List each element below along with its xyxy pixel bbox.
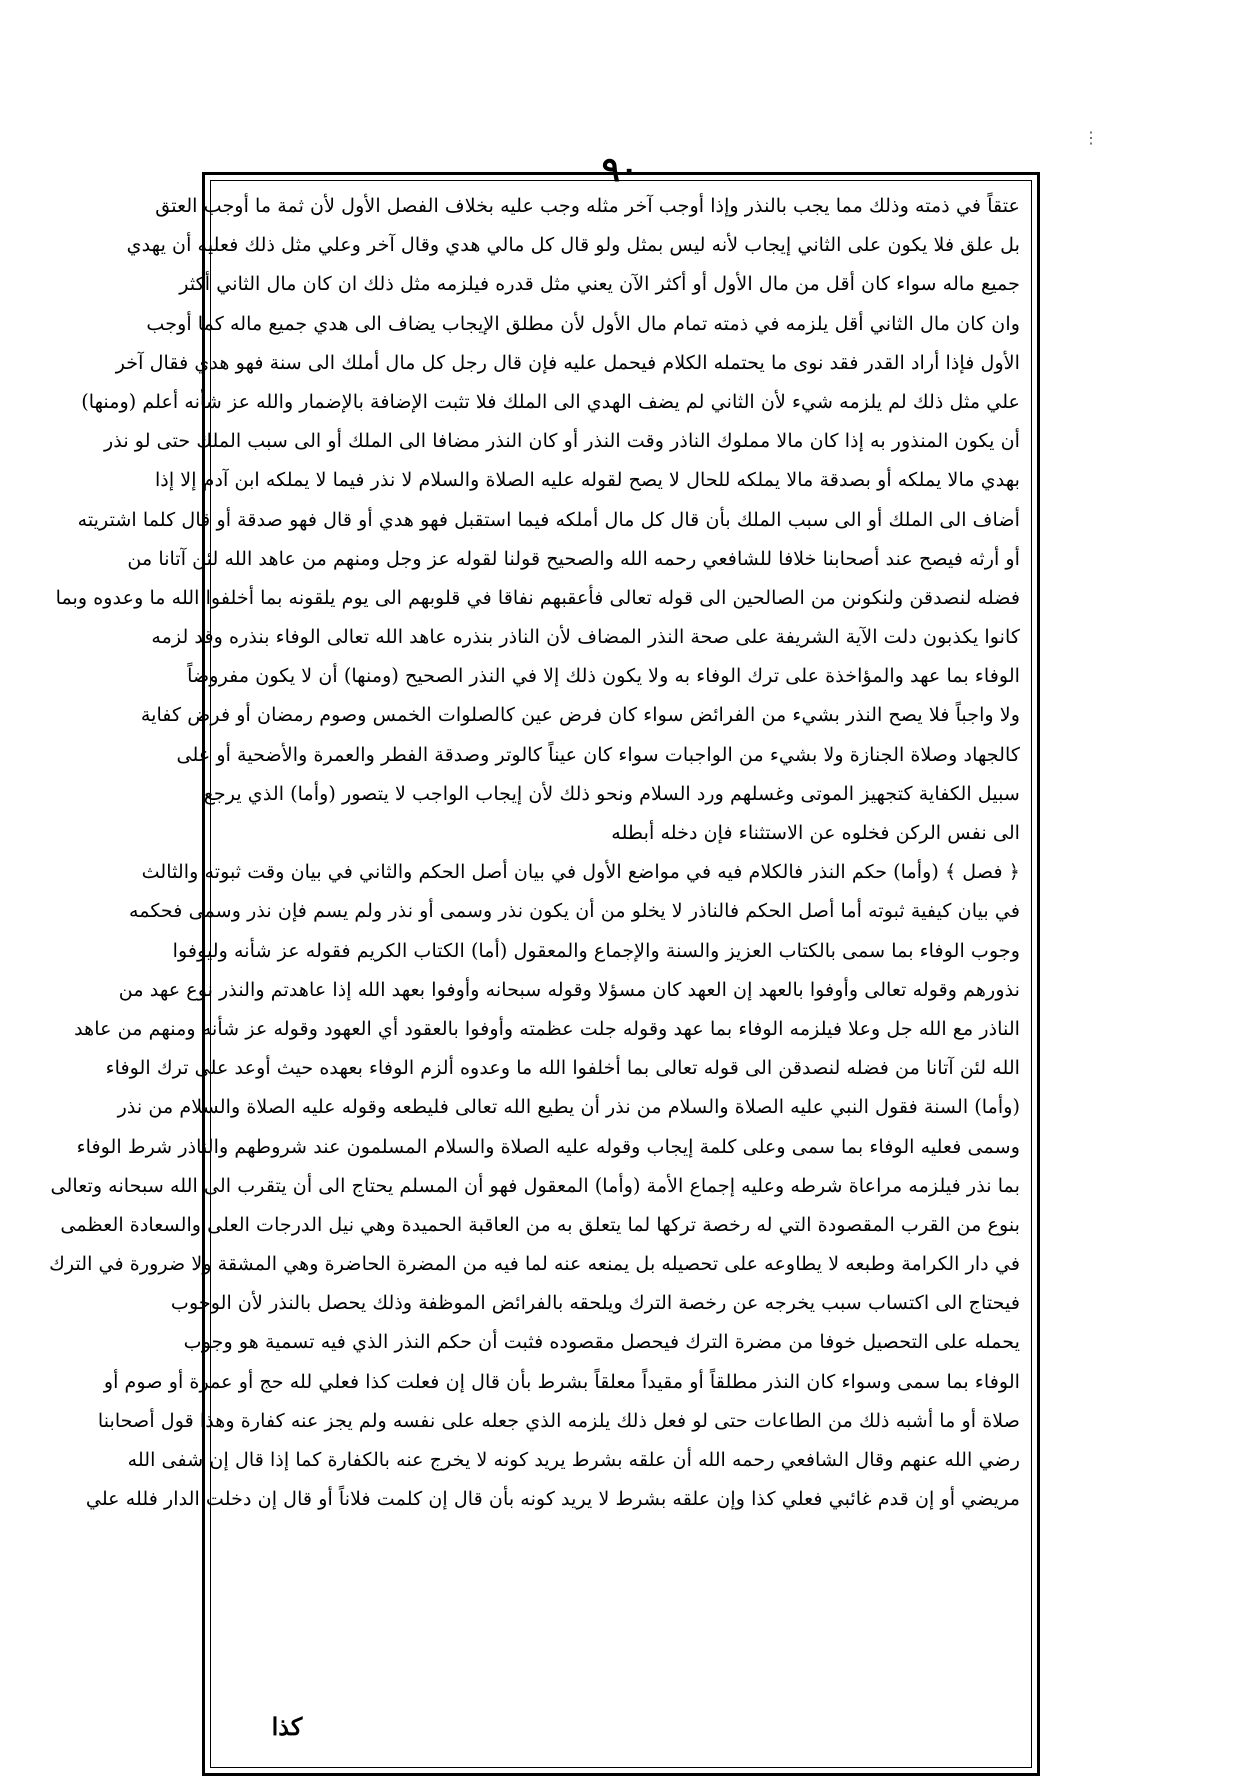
margin-mark: ⋮ [1083,128,1099,147]
text-line: بل علق فلا يكون على الثاني إيجاب لأنه ليس بمثل ولو قال كل مالي هدي وقال آخر وعلي مثل ذلك فعليه أن يهدي [126,233,1020,257]
text-line: في دار الكرامة وطبعه لا يطاوعه على تحصيله بل يمنعه عنه لما فيه من المضرة الحاضرة وهي المشقة ولا ضرورة في الترك [49,1252,1020,1276]
text-block [49,186,1020,1756]
text-line: نذورهم وقوله تعالى وأوفوا بالعهد إن العهد كان مسؤلا وقوله سبحانه وأوفوا بعهد الله إذا عاهدتم والنذر نوع عهد من [118,977,1020,1001]
text-line: بما نذر فيلزمه مراعاة شرطه وعليه إجماع الأمة (وأما) المعقول فهو أن المسلم يحتاج الى أن يتقرب الى الله سبحانه وتعالى [50,1173,1020,1197]
text-line: (وأما) السنة فقول النبي عليه الصلاة والسلام من نذر أن يطيع الله تعالى فليطعه وقوله عليه الصلاة والسلام من نذر [117,1095,1020,1119]
text-line: بنوع من القرب المقصودة التي له رخصة تركها لما يتعلق به من العاقبة الحميدة وهي نيل الدرجات العلى والسعادة العظمى [60,1212,1020,1236]
text-line: أضاف الى الملك أو الى سبب الملك بأن قال كل مال أملكه فيما استقبل فهو هدي أو قال فهو صدقة أو قال كلما اشتريته [77,507,1020,531]
text-line: سبيل الكفاية كتجهيز الموتى وغسلهم ورد السلام ونحو ذلك لأن إيجاب الواجب لا يتصور (وأما) الذي يرجع [203,781,1020,805]
text-line: ولا واجباً فلا يصح النذر بشيء من الفرائض سواء كان فرض عين كالصلوات الخمس وصوم رمضان أو فرض كفاية [140,703,1020,727]
text-line: في بيان كيفية ثبوته أما أصل الحكم فالناذر لا يخلو من أن يكون نذر وسمى أو نذر ولم يسم فإن نذر وسمى فحكمه [128,899,1020,923]
text-line: فضله لنصدقن ولنكونن من الصالحين الى قوله تعالى فأعقبهم نفاقا في قلوبهم الى يوم يلقونه بما أخلفوا الله ما وعدوه وبما [55,585,1020,609]
text-line: مريضي أو إن قدم غائبي فعلي كذا وإن علقه بشرط لا يريد كونه بأن قال إن كلمت فلاناً أو قال إن دخلت الدار فلله علي [85,1487,1020,1511]
text-line: وسمى فعليه الوفاء بما سمى وعلى كلمة إيجاب وقوله عليه الصلاة والسلام المسلمون عند شروطهم والناذر شرط الوفاء [76,1134,1020,1158]
text-line: وان كان مال الثاني أقل يلزمه في ذمته تمام مال الأول لأن مطلق الإيجاب يضاف الى هدي جميع ماله كما أوجب [146,311,1020,335]
text-line: أن يكون المنذور به إذا كان مالا مملوك الناذر وقت النذر أو كان النذر مضافا الى الملك أو الى سبب الملك حتى لو نذر [104,429,1020,453]
text-line: الأول فإذا أراد القدر فقد نوى ما يحتمله الكلام فيحمل عليه فإن قال رجل كل مال أملك الى سنة فهو هدي فقال آخر [115,350,1020,374]
text-line: كانوا يكذبون دلت الآية الشريفة على صحة النذر المضاف لأن الناذر بنذره عاهد الله تعالى الوفاء بنذره وقد لزمه [151,625,1020,649]
text-line: كالجهاد وصلاة الجنازة ولا بشيء من الواجبات سواء كان عيناً كالوتر وصدقة الفطر والعمرة والأضحية أو على [176,742,1020,766]
text-line: الله لئن آتانا من فضله لنصدقن الى قوله تعالى بما أخلفوا الله ما وعدوه ألزم الوفاء بعهده حيث أوعد على ترك الوفاء [105,1056,1020,1080]
text-line: فيحتاج الى اكتساب سبب يخرجه عن رخصة الترك ويلحقه بالفرائض الموظفة وذلك يحصل بالنذر لأن الوجوب [170,1291,1020,1315]
page-number: ٩٠ [601,150,639,190]
text-line: رضي الله عنهم وقال الشافعي رحمه الله أن علقه بشرط يريد كونه لا يخرج عنه بالكفارة كما إذا قال إن شفى الله [127,1448,1020,1471]
text-line: يحمله على التحصيل خوفا من مضرة الترك فيحصل مقصوده فثبت أن حكم النذر الذي فيه تسمية هو وجوب [183,1330,1020,1354]
text-line: جميع ماله سواء كان أقل من مال الأول أو أكثر الآن يعني مثل قدره فيلزمه مثل ذلك ان كان مال الثاني أكثر [179,272,1020,296]
text-line: بهدي مالا يملكه أو بصدقة مالا يملكه للحال لا يصح لقوله عليه الصلاة والسلام لا نذر فيما لا يملكه ابن آدم إلا إذا [154,468,1020,492]
text-line: الناذر مع الله جل وعلا فيلزمه الوفاء بما عهد وقوله جلت عظمته وأوفوا بالعقود أي العهود وقوله عز شأنه ومنهم من عاهد [74,1016,1020,1040]
section-heading-line: ﴿ فصل ﴾ (وأما) حكم النذر فالكلام فيه في مواضع الأول في بيان أصل الحكم والثاني في بيان وقت ثبوته والثالث [141,860,1020,884]
text-line: صلاة أو ما أشبه ذلك من الطاعات حتى لو فعل ذلك يلزمه الذي جعله على نفسه ولم يجز عنه كفارة وهذا قول أصحابنا [97,1408,1020,1432]
catchword: كذا [271,1712,303,1741]
text-line: الى نفس الركن فخلوه عن الاستثناء فإن دخله أبطله [611,821,1020,844]
text-line: عتقاً في ذمته وذلك مما يجب بالنذر وإذا أوجب آخر مثله وجب عليه بخلاف الفصل الأول لأن ثمة ما أوجب العتق [155,194,1020,217]
text-line: علي مثل ذلك لم يلزمه شيء لأن الثاني لم يضف الهدي الى الملك فلا تثبت الإضافة بالإضمار والله عز شأنه أعلم (ومنها) [81,389,1020,413]
text-line: أو أرثه فيصح عند أصحابنا خلافا للشافعي رحمه الله والصحيح قولنا لقوله عز وجل ومنهم من عاهد الله لئن آتانا من [127,546,1020,570]
text-line: الوفاء بما سمى وسواء كان النذر مطلقاً أو مقيداً معلقاً بشرط بأن قال إن فعلت كذا فعلي لله حج أو عمرة أو صوم أو [103,1369,1020,1393]
text-line: الوفاء بما عهد والمؤاخذة على ترك الوفاء به ولا يكون ذلك إلا في النذر الصحيح (ومنها) أن لا يكون مفروضاً [187,664,1020,688]
text-line: وجوب الوفاء بما سمى بالكتاب العزيز والسنة والإجماع والمعقول (أما) الكتاب الكريم فقوله عز شأنه وليوفوا [172,938,1020,962]
